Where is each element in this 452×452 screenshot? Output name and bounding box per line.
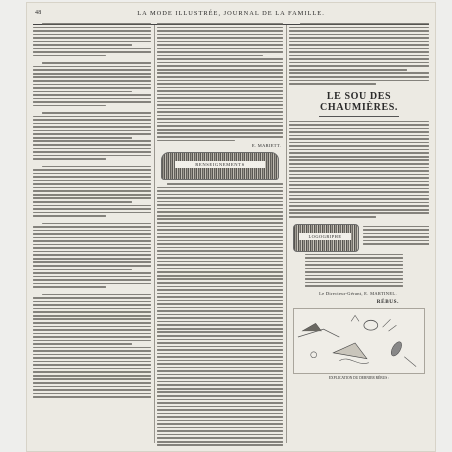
rebus-drawing (294, 309, 424, 373)
logogriphe-label: LOGOGRIPHE (299, 233, 351, 240)
column-2-body-top (157, 23, 283, 141)
page-header (27, 9, 435, 21)
column-divider (154, 25, 155, 443)
rebus-caption: EXPLICATION DU DERNIER RÉBUS : (328, 375, 390, 380)
column-1-body (33, 23, 151, 398)
page-number: 48 (35, 10, 42, 16)
newspaper-page (26, 2, 436, 452)
editor-signature: Le Directeur-Gérant, E. MARTINEL. (319, 290, 397, 296)
renseignements-banner (157, 152, 283, 178)
logogriphe-verse (289, 254, 429, 287)
column-divider (286, 25, 287, 443)
logogriphe-header (289, 224, 429, 250)
column-3-body-top (289, 23, 429, 85)
journal-title: LA MODE ILLUSTRÉE, JOURNAL DE LA FAMILLE. (137, 10, 325, 17)
donations-list (289, 121, 429, 218)
logogriphe-intro (363, 226, 429, 247)
column-1-signature: E. MARIETT. (251, 143, 281, 149)
column-2-body-bottom (157, 183, 283, 446)
section-rule (319, 116, 399, 117)
rebus-title: RÉBUS. (376, 298, 399, 305)
soup-section-title: LE SOU DES CHAUMIÈRES. (320, 90, 398, 113)
text-column-3 (289, 23, 429, 446)
text-column-2 (157, 23, 283, 446)
rebus-illustration (293, 308, 425, 374)
text-column-1 (33, 23, 151, 446)
banner-label: RENSEIGNEMENTS (175, 161, 265, 168)
